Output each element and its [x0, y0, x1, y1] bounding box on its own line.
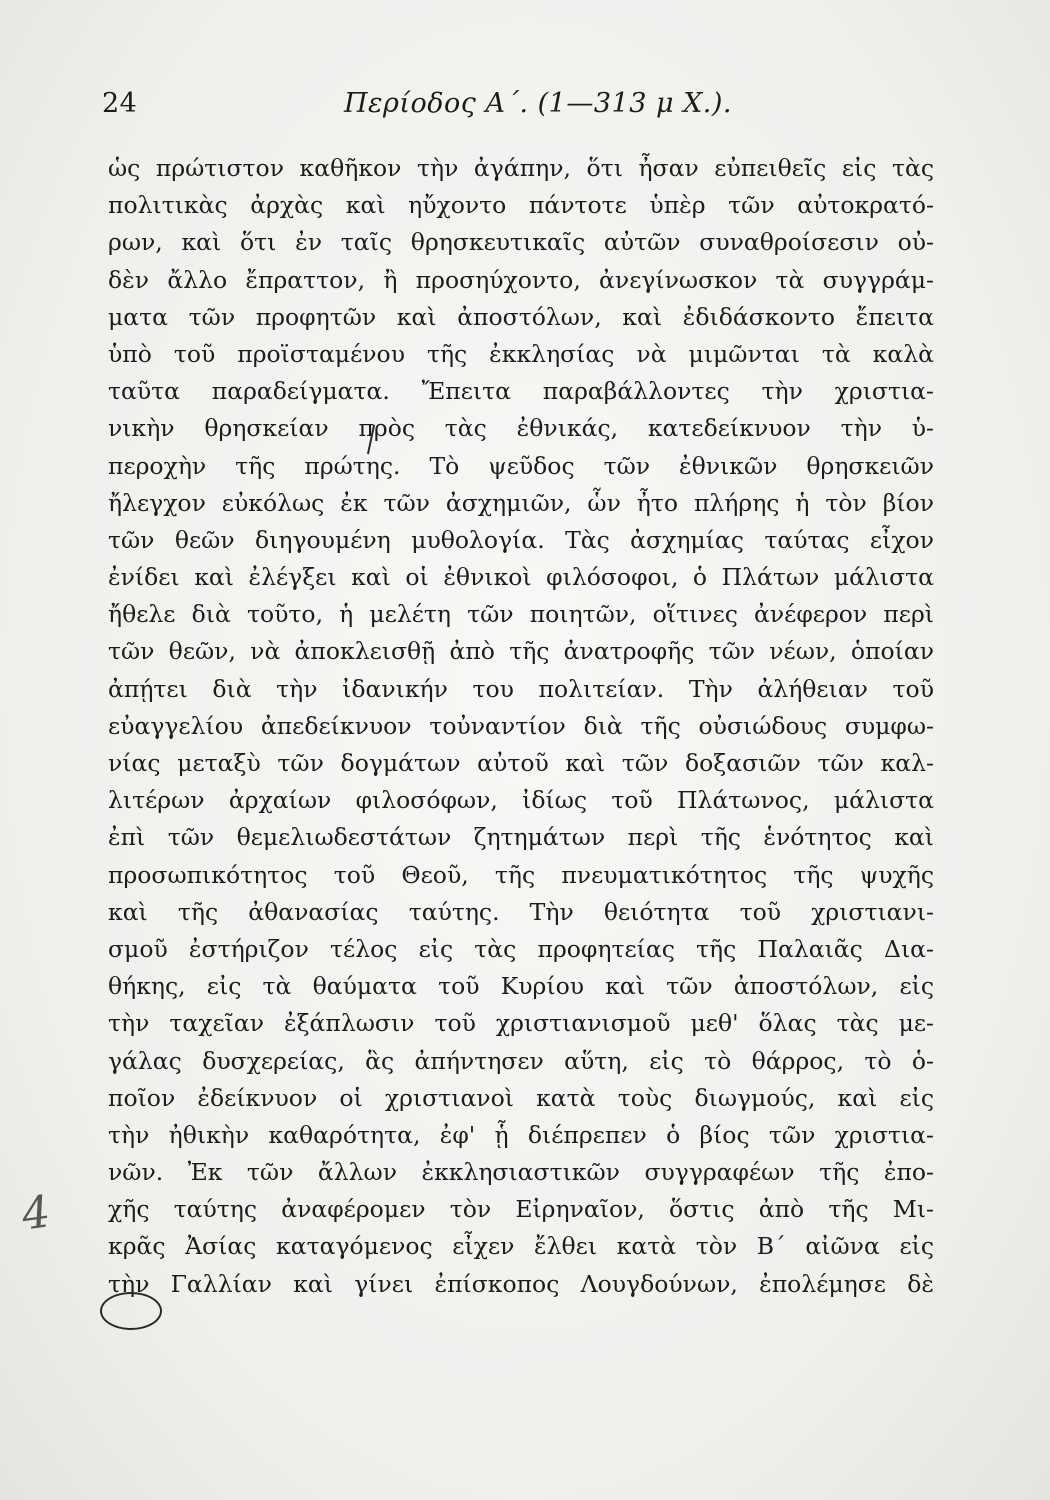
text-line: τὴν Γαλλίαν καὶ γίνει ἐπίσκοπος Λουγδούνων, ἐπολέμησε δὲ [108, 1269, 934, 1298]
text-line: ἐνίδει καὶ ἐλέγξει καὶ οἱ ἐθνικοὶ φιλόσοφοι, ὁ Πλάτων μάλιστα [108, 563, 934, 592]
text-line: ταῦτα παραδείγματα. Ἔπειτα παραβάλλοντες τὴν χριστια- [108, 377, 934, 406]
text-line: τῶν θεῶν, νὰ ἀποκλεισθῇ ἀπὸ τῆς ἀνατροφῆς τῶν νέων, ὁποίαν [108, 637, 934, 666]
handwritten-margin-note: 4 [18, 1186, 54, 1241]
running-head: Περίοδος Α΄. (1—313 μ Χ.). [344, 88, 733, 119]
text-line: σμοῦ ἐστήριζον τέλος εἰς τὰς προφητείας τῆς Παλαιᾶς Δια- [108, 934, 934, 963]
text-line: χῆς ταύτης ἀναφέρομεν τὸν Εἰρηναῖον, ὅστις ἀπὸ τῆς Μι- [108, 1195, 934, 1224]
text-line: εὐαγγελίου ἀπεδείκνυον τοὐναντίον διὰ τῆς οὐσιώδους συμφω- [108, 711, 934, 740]
text-line: κρᾶς Ἀσίας καταγόμενος εἶχεν ἔλθει κατὰ τὸν Β΄ αἰῶνα εἰς [108, 1232, 934, 1261]
text-line: ἤλεγχον εὐκόλως ἐκ τῶν ἀσχημιῶν, ὧν ἦτο πλήρης ἡ τὸν βίον [108, 488, 934, 517]
text-line: τῶν θεῶν διηγουμένη μυθολογία. Τὰς ἀσχημίας ταύτας εἶχον [108, 525, 934, 554]
page-number: 24 [102, 88, 138, 119]
text-line: ποῖον ἐδείκνυον οἱ χριστιανοὶ κατὰ τοὺς διωγμούς, καὶ εἰς [108, 1083, 934, 1112]
text-line: περοχὴν τῆς πρώτης. Τὸ ψεῦδος τῶν ἐθνικῶν θρησκειῶν [108, 451, 934, 480]
text-line: ματα τῶν προφητῶν καὶ ἀποστόλων, καὶ ἐδιδάσκοντο ἔπειτα [108, 302, 934, 331]
text-line: δὲν ἄλλο ἔπραττον, ἢ προσηύχοντο, ἀνεγίνωσκον τὰ συγγράμ- [108, 265, 934, 294]
text-line: ἤθελε διὰ τοῦτο, ἡ μελέτη τῶν ποιητῶν, οἵτινες ἀνέφερον περὶ [108, 600, 934, 629]
text-line: νῶν. Ἐκ τῶν ἄλλων ἐκκλησιαστικῶν συγγραφέων τῆς ἐπο- [108, 1158, 934, 1187]
text-line: ἐπὶ τῶν θεμελιωδεστάτων ζητημάτων περὶ τῆς ἑνότητος καὶ [108, 823, 934, 852]
text-line: θήκης, εἰς τὰ θαύματα τοῦ Κυρίου καὶ τῶν ἀποστόλων, εἰς [108, 972, 934, 1001]
text-line: καὶ τῆς ἀθανασίας ταύτης. Τὴν θειότητα τοῦ χριστιανι- [108, 897, 934, 926]
page-header [102, 88, 930, 128]
text-line: πολιτικὰς ἀρχὰς καὶ ηὔχοντο πάντοτε ὑπὲρ τῶν αὐτοκρατό- [108, 191, 934, 220]
text-line: λιτέρων ἀρχαίων φιλοσόφων, ἰδίως τοῦ Πλάτωνος, μάλιστα [108, 786, 934, 815]
body-text [108, 150, 934, 1303]
text-line: τὴν ταχεῖαν ἐξάπλωσιν τοῦ χριστιανισμοῦ μεθ' ὅλας τὰς με- [108, 1009, 934, 1038]
text-line: ἀπῄτει διὰ τὴν ἰδανικήν του πολιτείαν. Τὴν ἀλήθειαν τοῦ [108, 674, 934, 703]
text-line: νικὴν θρησκείαν πρὸς τὰς ἐθνικάς, κατεδείκνυον τὴν ὑ- [108, 414, 934, 443]
text-line: ὡς πρώτιστον καθῆκον τὴν ἀγάπην, ὅτι ἦσαν εὐπειθεῖς εἰς τὰς [108, 154, 934, 182]
text-line: νίας μεταξὺ τῶν δογμάτων αὐτοῦ καὶ τῶν δοξασιῶν τῶν καλ- [108, 749, 934, 777]
text-line: γάλας δυσχερείας, ἃς ἀπήντησεν αὕτη, εἰς τὸ θάρρος, τὸ ὁ- [108, 1046, 934, 1075]
text-line: ὑπὸ τοῦ προϊσταμένου τῆς ἐκκλησίας νὰ μιμῶνται τὰ καλὰ [108, 339, 934, 368]
text-line: ρων, καὶ ὅτι ἐν ταῖς θρησκευτικαῖς αὐτῶν συναθροίσεσιν οὐ- [108, 228, 934, 257]
text-line: προσωπικότητος τοῦ Θεοῦ, τῆς πνευματικότητος τῆς ψυχῆς [108, 860, 934, 889]
pencil-circle-mark [100, 1292, 162, 1330]
text-line: τὴν ἠθικὴν καθαρότητα, ἐφ' ᾗ διέπρεπεν ὁ βίος τῶν χριστια- [108, 1120, 934, 1149]
